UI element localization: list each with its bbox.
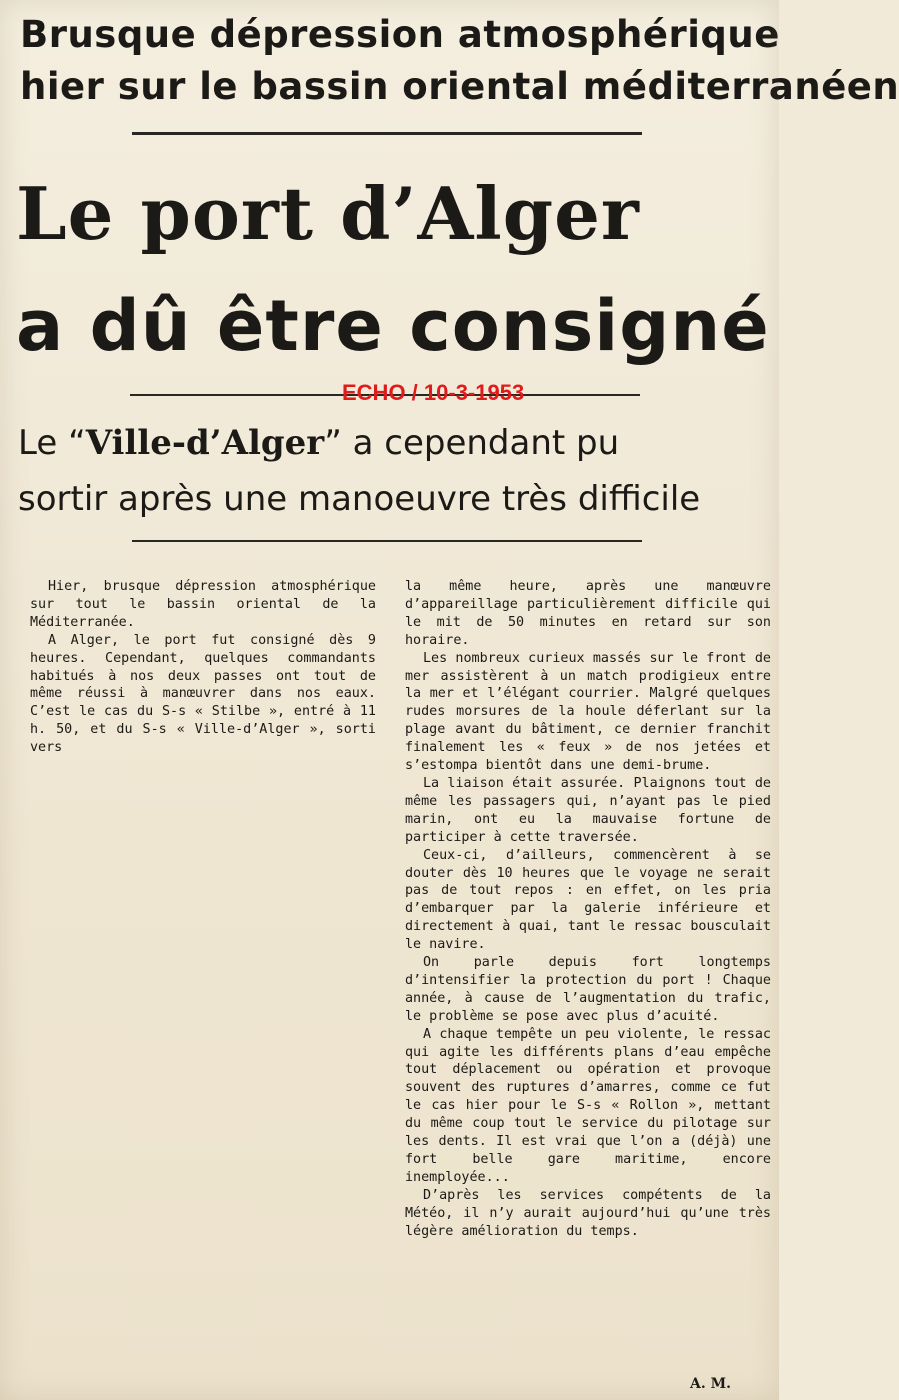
paragraph: Ceux-ci, d’ailleurs, commencèrent à se douter dès 10 heures que le voyage ne serait pas de tout repos : en effet, on les pria d’embarquer par la galerie inférieure et directement à quai, tant le ressac bousculait le navire. — [405, 847, 771, 953]
article-column-2 — [405, 578, 771, 1241]
divider-rule — [132, 540, 642, 542]
deck-line-1-pre: Le “ — [18, 423, 86, 463]
deck-line-2: sortir après une manoeuvre très difficile — [18, 479, 701, 519]
deck-ship-name: Ville-d’Alger — [85, 423, 325, 463]
deck-line-1-post: ” a cependant pu — [324, 423, 620, 463]
kicker-line-1: Brusque dépression atmosphérique — [20, 13, 780, 56]
paragraph: la même heure, après une manœuvre d’appareillage particulièrement difficile qui le mit de 50 minutes en retard sur son horaire. — [405, 579, 771, 648]
divider-rule — [132, 132, 642, 135]
headline-line-1: Le port d’Alger — [16, 171, 640, 256]
headline-line-2: a dû être consigné — [16, 285, 770, 367]
paragraph: La liaison était assurée. Plaignons tout de même les passagers qui, n’ayant pas le pied marin, ont eu la mauvaise fortune de participer à cette traversée. — [405, 775, 771, 845]
author-signature: A. M. — [690, 1376, 731, 1392]
paragraph: On parle depuis fort longtemps d’intensifier la protection du port ! Chaque année, à cause de l’augmentation du trafic, le problème se pose avec plus d’acuité. — [405, 955, 771, 1024]
source-date-stamp: ECHO / 10-3-1953 — [342, 380, 525, 405]
deck-line-1 — [18, 420, 768, 466]
article-column-1 — [30, 578, 376, 757]
paragraph: Hier, brusque dépression atmosphérique sur tout le bassin oriental de la Méditerranée. — [30, 579, 376, 630]
paragraph: Les nombreux curieux massés sur le front de mer assistèrent à un match prodigieux entre la mer et l’élégant courrier. Malgré quelques rudes morsures de la houle déferlant sur la plage avant du bâtiment, ce dernier franchit finalement les « feux » de nos jetées et s’estompa bientôt dans une demi-brume. — [405, 650, 771, 774]
paragraph: A chaque tempête un peu violente, le ressac qui agite les différents plans d’eau empêche tout déplacement ou opération et provoque souvent des ruptures d’amarres, comme ce fut le cas hier pour le S-s « Rollon », mettant du même coup tout le service du pilotage sur les dents. Il est vrai que l’on a (déjà) une fort belle gare maritime, encore inemployée... — [405, 1026, 771, 1185]
kicker-line-2: hier sur le bassin oriental méditerranéen — [20, 65, 899, 108]
paragraph: D’après les services compétents de la Météo, il n’y aurait aujourd’hui qu’une très légère amélioration du temps. — [405, 1187, 771, 1239]
paragraph: A Alger, le port fut consigné dès 9 heures. Cependant, quelques commandants habitués à nos deux passes ont tout de même réussi à manœuvrer dans nos eaux. C’est le cas du S-s « Stilbe », entré à 11 h. 50, et du S-s « Ville-d’Alger », sorti vers — [30, 632, 376, 756]
